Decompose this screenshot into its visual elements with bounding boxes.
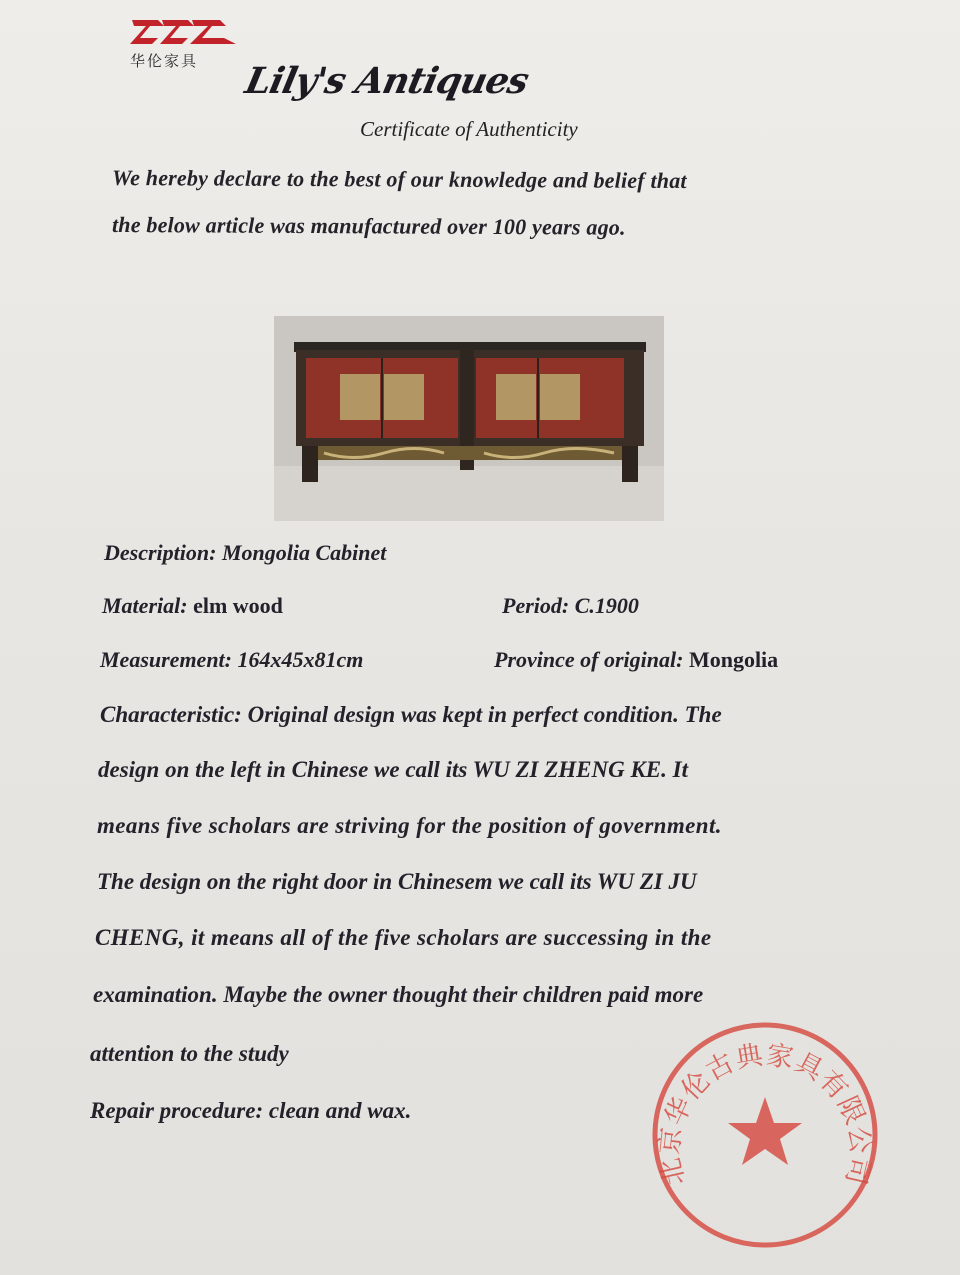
- measurement-value: 164x45x81cm: [237, 647, 364, 672]
- certificate-title: Certificate of Authenticity: [360, 117, 578, 141]
- characteristic-line: design on the left in Chinese we call its WU ZI ZHENG KE. It: [98, 757, 688, 782]
- characteristic-line: means five scholars are striving for the position of government.: [97, 813, 722, 838]
- brand-name: Lily's Antiques: [241, 60, 532, 102]
- cabinet-photo: [274, 316, 664, 521]
- characteristic-line: CHENG, it means all of the five scholars are successing in the: [95, 925, 712, 950]
- measurement-label: Measurement:: [100, 647, 232, 672]
- province-field: [494, 647, 778, 673]
- period-label: Period:: [502, 593, 570, 618]
- company-seal: [645, 1015, 885, 1255]
- seal-text: 北京华伦古典家具有限公司: [654, 1039, 876, 1189]
- province-label: Province of original:: [494, 647, 684, 672]
- period-field: [502, 593, 639, 619]
- province-value: Mongolia: [688, 647, 779, 672]
- material-label: Material:: [102, 593, 188, 618]
- characteristic-line: Characteristic: Original design was kept in perfect condition. The: [100, 702, 722, 727]
- period-value: C.1900: [574, 593, 639, 618]
- description-field: [104, 540, 386, 566]
- declaration-line: the below article was manufactured over 100 years ago.: [111, 212, 626, 240]
- repair-procedure: Repair procedure: clean and wax.: [90, 1098, 412, 1123]
- characteristic-line: attention to the study: [90, 1041, 289, 1066]
- material-field: [102, 593, 283, 619]
- star-icon: [728, 1097, 802, 1165]
- material-value: elm wood: [193, 593, 283, 618]
- characteristic-line: examination. Maybe the owner thought their children paid more: [93, 982, 704, 1007]
- declaration-line: We hereby declare to the best of our knowledge and belief that: [111, 165, 687, 194]
- company-logo: [128, 14, 238, 84]
- measurement-field: [100, 647, 363, 673]
- logo-caption: 华伦家具: [130, 52, 199, 70]
- description-label: Description:: [104, 540, 217, 565]
- characteristic-line: The design on the right door in Chinesem we call its WU ZI JU: [97, 869, 697, 894]
- description-value: Mongolia Cabinet: [221, 540, 387, 565]
